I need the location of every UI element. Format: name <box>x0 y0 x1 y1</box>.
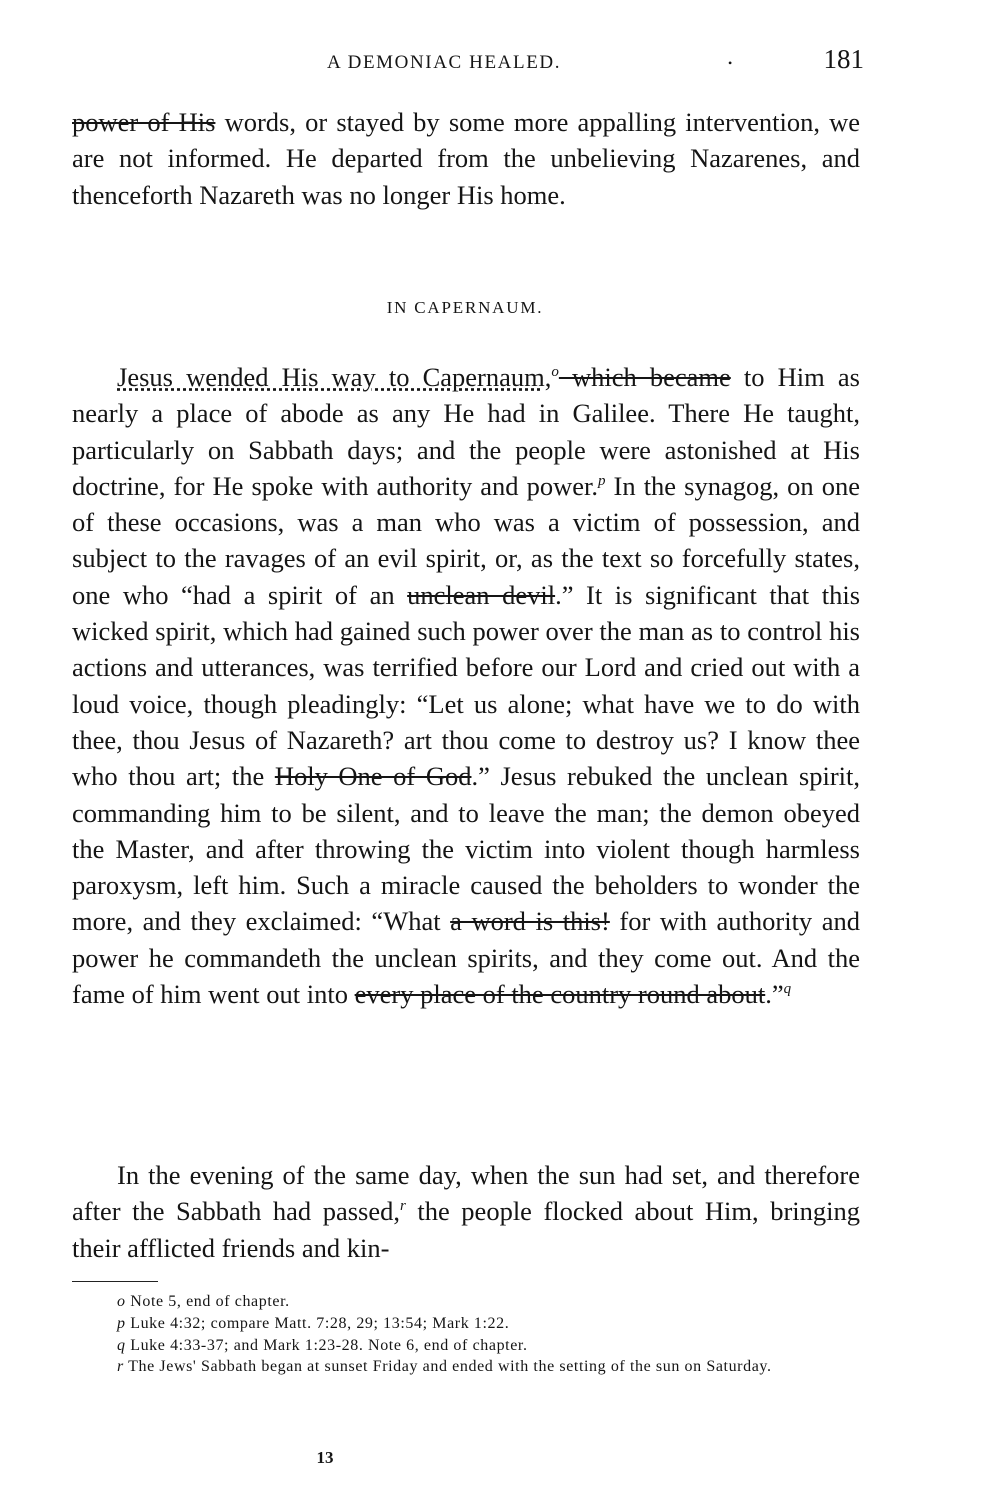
paragraph-text: .” Jesus rebuked the unclean spirit, commanding him to be silent, and to leave the man; the demon obeyed the Master, and after throwing the victim into violent though harmless paroxysm, left him. Such a miracle caused the beholders to wonder the more, and they exclaimed: “What <box>72 761 860 937</box>
paragraph-text: to Him as nearly a place of abode as any He had in Galilee. There He taught, particularly on Sabbath days; and the people were astonished at His doctrine, for He spoke with authority and power. <box>72 362 860 501</box>
paragraph-text: In the evening of the same day, when the sun had set, and therefore after the Sabbath had passed, <box>72 1160 860 1227</box>
footnote-ref-o: o <box>551 364 559 381</box>
running-head <box>72 44 864 80</box>
paragraph-capernaum <box>72 359 860 1012</box>
paragraph-text: words, or stayed by some more appalling intervention, we are not informed. He departed from the unbelieving Nazarenes, and thenceforth Nazareth was no longer His home. <box>72 107 860 210</box>
paragraph-text: .” It is significant that this wicked spirit, which had gained such power over the man as to control his actions and utterances, was terrified before our Lord and cried out with a loud voice, though pleadingly: “Let us alone; what have we to do with thee, thou Jesus of Nazareth? art thou come to destroy us? I know thee who thou art; the <box>72 579 861 792</box>
footnote-mark: q <box>117 1336 126 1354</box>
struck-text: Holy One of God <box>274 761 472 792</box>
struck-text: a word is this! <box>450 906 610 937</box>
footnote-mark: p <box>117 1314 126 1332</box>
footnote-ref-r: r <box>400 1198 406 1215</box>
struck-text: which became <box>558 362 731 392</box>
page-number: 181 <box>823 44 864 74</box>
footnote-divider <box>72 1281 158 1282</box>
paragraph-text: .” <box>765 979 784 1010</box>
paragraph-text: the people flocked about Him, bringing their afflicted friends and kin- <box>72 1196 860 1263</box>
footnote <box>72 1313 858 1335</box>
struck-text: every place of the country round about <box>354 979 766 1010</box>
signature-mark: 13 <box>316 1448 334 1467</box>
section-heading: IN CAPERNAUM. <box>386 298 544 317</box>
footnotes <box>72 1291 858 1378</box>
footnote-text: Luke 4:32; compare Matt. 7:28, 29; 13:54; Mark 1:22. <box>125 1314 510 1332</box>
footnote <box>72 1356 858 1378</box>
footnote-ref-q: q <box>783 981 792 998</box>
underlined-text: Jesus wended His way to Capernaum, <box>117 362 552 392</box>
paragraph-text: In the synagog, on one of these occasions, was a man who was a victim of possession, and subject to the ravages of an evil spirit, or, as the text so forcefully states, one who “had a spirit of an <box>72 470 860 610</box>
footnote-ref-p: p <box>597 473 606 490</box>
footnote-text: Luke 4:33-37; and Mark 1:23-28. Note 6, end of chapter. <box>125 1336 528 1354</box>
paragraph-continued <box>72 104 860 213</box>
ink-mark: • <box>728 56 733 70</box>
paragraph-text: for with authority and power he commandeth the unclean spirits, and they come out. And the fame of him went out into <box>72 906 861 1010</box>
paragraph-evening <box>72 1157 860 1266</box>
footnote <box>72 1335 858 1357</box>
footnote <box>72 1291 858 1313</box>
running-title: A DEMONIAC HEALED. <box>327 52 562 73</box>
struck-text: power of His <box>72 107 216 137</box>
footnote-text: The Jews' Sabbath began at sunset Friday and ended with the setting of the sun on Saturday. <box>123 1358 772 1376</box>
footnote-mark: o <box>117 1293 126 1310</box>
footnote-text: Note 5, end of chapter. <box>125 1293 290 1310</box>
footnote-mark: r <box>117 1358 124 1376</box>
struck-text: unclean devil <box>407 579 556 610</box>
